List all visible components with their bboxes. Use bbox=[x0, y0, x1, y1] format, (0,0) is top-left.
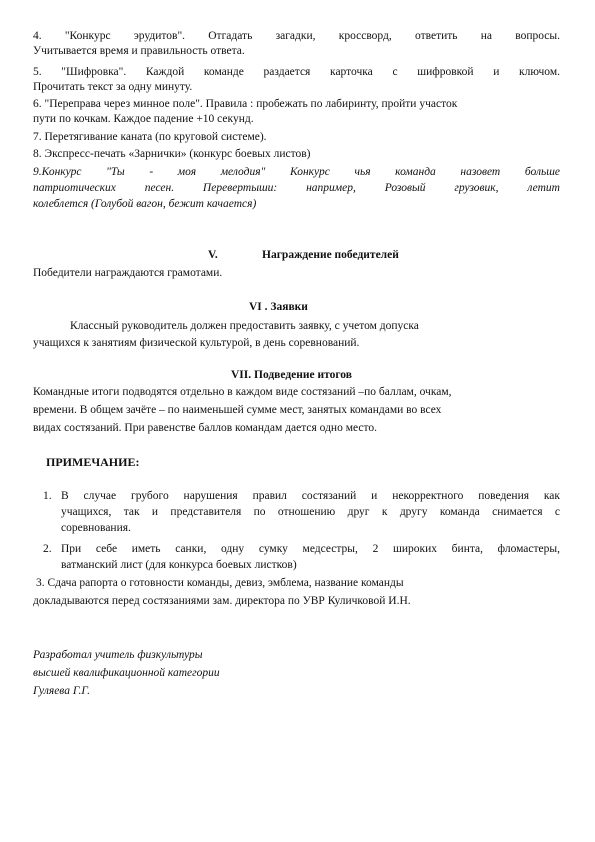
contest-item-9-line-1: 9.Конкурс "Ты - моя мелодия" Конкурс чья команда назовет больше bbox=[33, 166, 560, 178]
contest-item-6-line-1: 6. "Переправа через минное поле". Правила : пробежать по лабиринту, пройти участок bbox=[33, 98, 458, 110]
section-6-body-line-2: учащихся к занятиям физической культурой, в день соревнований. bbox=[33, 337, 360, 349]
note-item-3-line-2: докладываются перед состязаниями зам. директора по УВР Куличковой И.Н. bbox=[33, 595, 411, 607]
contest-item-8: 8. Экспресс-печать «Зарнички» (конкурс боевых листов) bbox=[33, 148, 311, 160]
contest-item-7: 7. Перетягивание каната (по круговой системе). bbox=[33, 131, 267, 143]
contest-item-9-line-3: колеблется (Голубой вагон, бежит качается) bbox=[33, 198, 257, 210]
section-5-heading-number: V. bbox=[208, 249, 218, 261]
note-item-1-line-3: соревнования. bbox=[61, 522, 131, 534]
contest-item-9 bbox=[33, 165, 560, 180]
section-6-heading: VI . Заявки bbox=[249, 301, 308, 313]
note-item-2-line-2: ватманский лист (для конкурса боевых листков) bbox=[61, 559, 297, 571]
contest-item-9-line-2-wrap bbox=[33, 181, 560, 196]
note-item-1-line-2-wrap bbox=[61, 505, 560, 520]
note-item-2-line-1: При себе иметь санки, одну сумку медсестры, 2 широких бинта, фломастеры, bbox=[61, 543, 560, 555]
note-item-1-number: 1. bbox=[43, 490, 52, 502]
section-7-body-line-3: видах состязаний. При равенстве баллов командам дается одно место. bbox=[33, 422, 377, 434]
note-item-1 bbox=[61, 489, 560, 504]
note-heading: ПРИМЕЧАНИЕ: bbox=[46, 455, 140, 469]
author-line-2: высшей квалификационной категории bbox=[33, 667, 220, 679]
note-item-2-number: 2. bbox=[43, 543, 52, 555]
contest-item-5 bbox=[33, 65, 560, 80]
note-item-3-line-1: 3. Сдача рапорта о готовности команды, девиз, эмблема, название команды bbox=[36, 577, 404, 589]
contest-item-6-line-2: пути по кочкам. Каждое падение +10 секунд. bbox=[33, 113, 254, 125]
contest-item-5-line-1: 5. "Шифровка". Каждой команде раздается карточка с шифровкой и ключом. bbox=[33, 66, 560, 78]
note-item-2 bbox=[61, 542, 560, 557]
note-item-1-line-1: В случае грубого нарушения правил состязаний и некорректного поведения как bbox=[61, 490, 560, 502]
contest-item-4-line-1: 4. "Конкурс эрудитов". Отгадать загадки, кроссворд, ответить на вопросы. bbox=[33, 30, 560, 42]
author-line-1: Разработал учитель физкультуры bbox=[33, 649, 203, 661]
section-7-body-line-2: времени. В общем зачёте – по наименьшей сумме мест, занятых командами во всех bbox=[33, 404, 442, 416]
section-5-body: Победители награждаются грамотами. bbox=[33, 267, 223, 279]
section-7-heading: VII. Подведение итогов bbox=[231, 369, 352, 381]
note-item-1-line-2: учащихся, так и представителя по отношению друг к другу команда снимается с bbox=[61, 506, 560, 518]
contest-item-4 bbox=[33, 29, 560, 44]
author-name: Гуляева Г.Г. bbox=[33, 685, 90, 697]
contest-item-5-line-2: Прочитать текст за одну минуту. bbox=[33, 81, 193, 93]
section-7-body-line-1: Командные итоги подводятся отдельно в каждом виде состязаний –по баллам, очкам, bbox=[33, 386, 452, 398]
section-6-body-line-1: Классный руководитель должен предоставить заявку, с учетом допуска bbox=[70, 320, 419, 332]
contest-item-9-line-2: патриотических песен. Перевертыши: например, Розовый грузовик, летит bbox=[33, 182, 560, 194]
contest-item-4-line-2: Учитывается время и правильность ответа. bbox=[33, 45, 245, 57]
section-5-heading: Награждение победителей bbox=[262, 249, 399, 261]
